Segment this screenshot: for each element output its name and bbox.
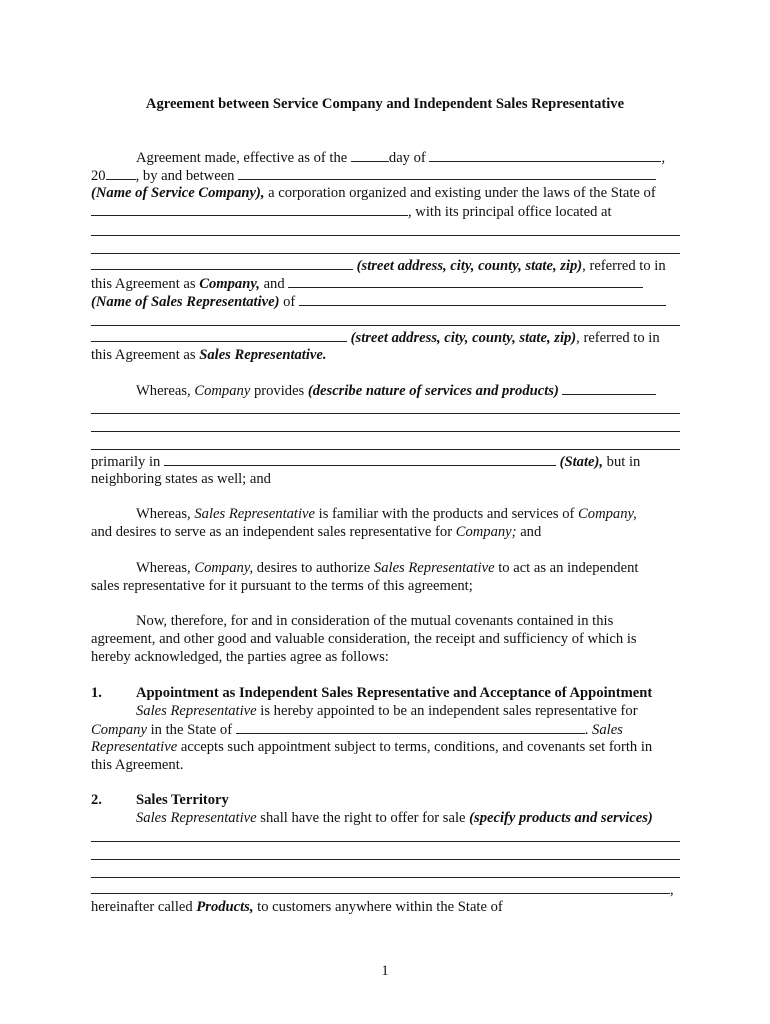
day-blank[interactable] <box>351 148 389 162</box>
p2-line-5: primarily in (State), but in <box>91 454 641 470</box>
services-line-2[interactable] <box>91 431 680 432</box>
company-name-blank[interactable] <box>288 274 643 288</box>
s1-line-3: Company in the State of . Sales <box>91 722 623 738</box>
p4-line-1: Whereas, Company, desires to authorize Sales Representative to act as an independent <box>136 560 639 576</box>
primarily-in-blank[interactable] <box>164 452 556 466</box>
products-line-3[interactable] <box>91 877 680 878</box>
products-line-4[interactable] <box>91 880 670 894</box>
section-2-heading: Sales Territory <box>136 792 229 808</box>
services-line-1[interactable] <box>91 413 680 414</box>
section-2-number: 2. <box>91 792 102 808</box>
rep-address-blank[interactable] <box>91 328 347 342</box>
p3-line-2: and desires to serve as an independent sales representative for Company; and <box>91 524 542 540</box>
appointment-state-blank[interactable] <box>236 720 585 734</box>
p1-line-11: (street address, city, county, state, zip), referred to in <box>91 328 660 347</box>
between-blank[interactable] <box>238 166 656 180</box>
products-line-1[interactable] <box>91 841 680 842</box>
company-address-blank[interactable] <box>91 256 353 270</box>
p5-line-3: hereby acknowledged, the parties agree as follows: <box>91 649 389 665</box>
s1-line-4: Representative accepts such appointment subject to terms, conditions, and covenants set forth in <box>91 739 653 755</box>
section-1-heading: Appointment as Independent Sales Representative and Acceptance of Appointment <box>136 685 653 701</box>
address-line-2[interactable] <box>91 253 680 254</box>
document-title: Agreement between Service Company and Independent Sales Representative <box>145 96 625 112</box>
p1-line-9: (Name of Sales Representative) of <box>91 292 666 311</box>
p1-line-8: this Agreement as Company, and <box>91 274 643 293</box>
p1-line-4: , with its principal office located at <box>91 202 612 221</box>
p4-line-2: sales representative for it pursuant to the terms of this agreement; <box>91 578 473 594</box>
page-number: 1 <box>381 963 389 979</box>
p1-line-7: (street address, city, county, state, zip), referred to in <box>91 256 666 275</box>
s1-line-2: Sales Representative is hereby appointed to be an independent sales representative for <box>136 703 638 719</box>
rep-address-line[interactable] <box>91 325 680 326</box>
p2-line-6: neighboring states as well; and <box>91 471 271 487</box>
s2-line-7: hereinafter called Products, to customers anywhere within the State of <box>91 899 503 915</box>
s1-line-5: this Agreement. <box>91 757 184 773</box>
products-line-2[interactable] <box>91 859 680 860</box>
p5-line-2: agreement, and other good and valuable consideration, the receipt and sufficiency of which is <box>91 631 637 647</box>
year-blank[interactable] <box>106 166 136 180</box>
rep-name-blank[interactable] <box>299 292 666 306</box>
p1-line-12: this Agreement as Sales Representative. <box>91 347 327 363</box>
s2-line-6: , <box>91 880 674 899</box>
month-blank[interactable] <box>429 148 661 162</box>
p1-line-2: 20 , by and between <box>91 166 656 185</box>
p2-line-1: Whereas, Company provides (describe nature of services and products) <box>136 381 656 400</box>
address-line-1[interactable] <box>91 235 680 236</box>
section-1-number: 1. <box>91 685 102 701</box>
services-line-3[interactable] <box>91 449 680 450</box>
p5-line-1: Now, therefore, for and in consideration of the mutual covenants contained in this <box>136 613 614 629</box>
s2-line-2: Sales Representative shall have the right to offer for sale (specify products and services) <box>136 810 653 826</box>
services-blank[interactable] <box>562 381 656 395</box>
state-blank[interactable] <box>91 202 408 216</box>
p3-line-1: Whereas, Sales Representative is familiar with the products and services of Company, <box>136 506 637 522</box>
p1-line-1: Agreement made, effective as of the day of , <box>136 150 666 166</box>
p1-line-3: (Name of Service Company), a corporation organized and existing under the laws of the State of <box>91 185 656 201</box>
